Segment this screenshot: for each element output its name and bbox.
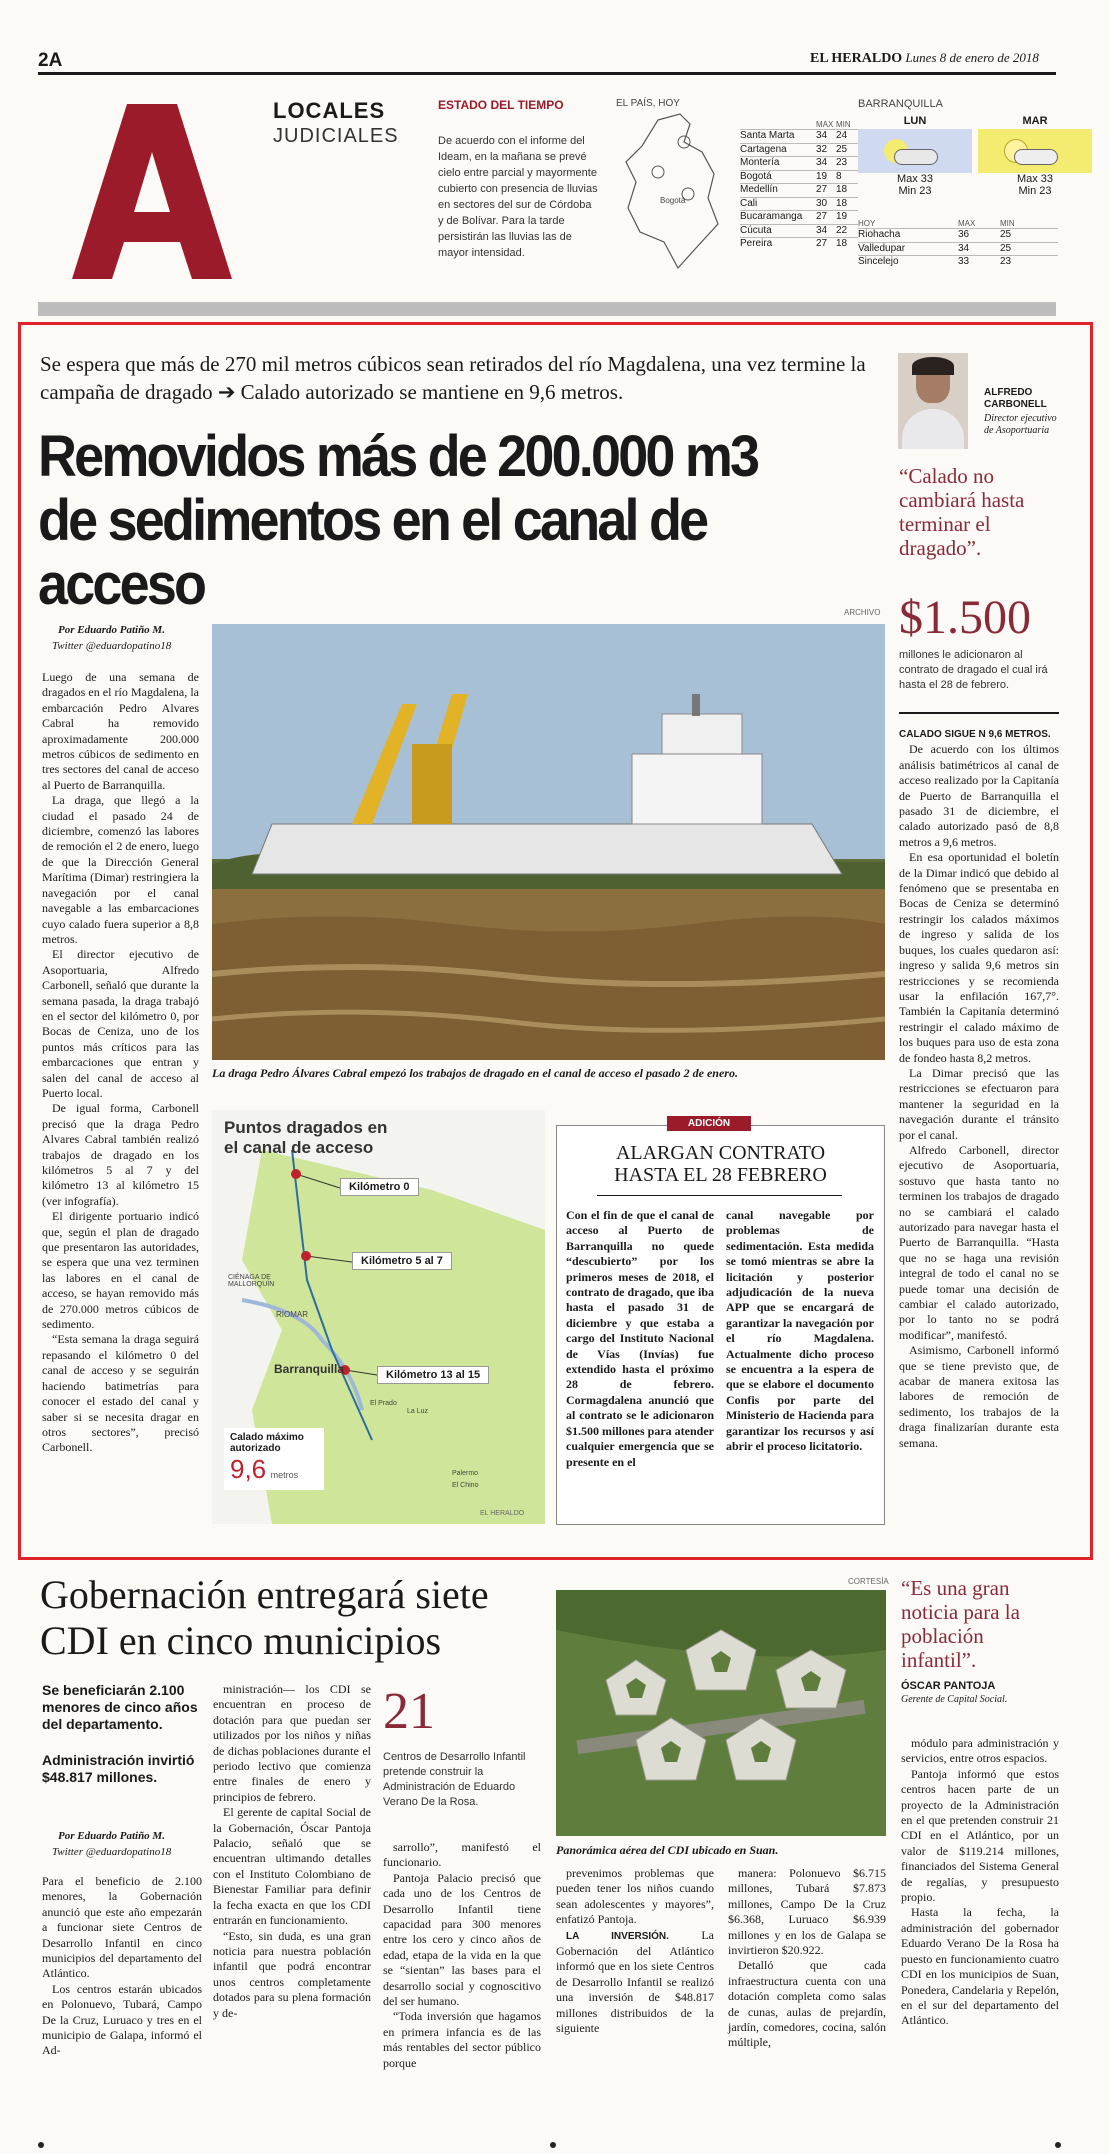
weather-cell-name: Valledupar <box>858 242 906 254</box>
col-max: MAX <box>958 219 976 228</box>
section-title: LOCALES <box>273 98 386 123</box>
cdi-aerial-photo <box>556 1590 886 1836</box>
day-max: Max 33 <box>896 173 934 185</box>
paragraph: ministración— los CDI se encuentran en proceso de dotación para que puedan ser utilizados por los niños y niñas de dichas poblaciones durante el periodo lectivo que comienza entre finales de enero y principios de febrero. <box>213 1682 371 1804</box>
avatar <box>898 353 968 449</box>
day-label: LUN <box>903 115 927 127</box>
registration-mark <box>38 2142 44 2148</box>
photo-credit: CORTESÍA <box>848 1577 889 1586</box>
weather-cell-min: 23 <box>836 157 848 168</box>
label-km13: Kilómetro 13 al 15 <box>377 1366 489 1384</box>
article1-column-1 <box>42 670 199 1456</box>
weather-row <box>740 237 858 251</box>
weather-cell-name: Bucaramanga <box>740 211 803 222</box>
paragraph: sarrollo”, manifestó el funcionario. <box>383 1840 541 1870</box>
article2-column-1 <box>42 1874 202 2059</box>
day-min: Min 23 <box>898 185 932 197</box>
photo-credit: ARCHIVO <box>844 608 881 617</box>
paragraph: El director ejecutivo de Asoportuaria, Alfredo Carbonell, señaló que durante la semana pasada, la draga trabajó en el sector del kilómetro 0, por Bocas de Ceniza, uno de los puntos más críticos para las embarcaciones que entran y salen del canal de acceso al Puerto local. <box>42 947 199 1100</box>
big-number: 21 <box>383 1683 435 1740</box>
article1-right-column <box>899 726 1059 1451</box>
paragraph: Los centros estarán ubicados en Polonuevo, Tubará, Campo De la Cruz, Luruaco y tres en el municipio de Galapa, informó el Ad- <box>42 1981 202 2058</box>
weather-cell-min: 18 <box>836 197 848 209</box>
paragraph: El gerente de capital Social de la Gobernación, Óscar Pantoja Palacio, señaló que se encuentran ultimando detalles con el Instituto Colombiano de Bienestar Familiar para definir la fecha exacta en que los CDI entrarán en funcionamiento. <box>213 1805 371 1928</box>
big-number-text: Centros de Desarrollo Infantil pretende construir la Administración de Eduardo Verano De la Rosa. <box>383 1751 526 1808</box>
paragraph: De igual forma, Carbonell precisó que la draga Pedro Alvares Cabral también realizó trabajos de dragado en los kilómetros 5 al 7 y del kilómetro 13 al kilómetro 15 (ver infografía). <box>42 1101 199 1208</box>
addition-tag: ADICIÓN <box>667 1116 751 1131</box>
weather-row <box>858 255 1058 269</box>
today-label: HOY <box>858 219 876 228</box>
addition-col-2: canal navegable por problemas de sedimentación. Esta medida se tomó mientras se abre la licitación y posterior adjudicación de la nueva APP que se encargará de garantizar la navegación por el río Magdalena. Actualmente dicho proceso se encuentra a la espera de que se elabore el documento Confis por parte del Ministerio de Hacienda para garantizar los recursos y así abrir el proceso licitatorio. <box>726 1208 874 1454</box>
place-label: Barranquilla <box>274 1362 345 1376</box>
figure-value: $1.500 <box>899 591 1031 644</box>
photo-caption: Panorámica aérea del CDI ubicado en Suan. <box>556 1843 779 1857</box>
divider <box>899 712 1059 714</box>
forecast-day <box>858 115 972 197</box>
weather-row <box>858 228 1058 242</box>
partly-cloudy-icon <box>978 129 1092 173</box>
weather-cell-max: 27 <box>816 211 828 222</box>
infographic-credit: EL HERALDO <box>480 1510 525 1517</box>
weather-cell-name: Sincelejo <box>858 256 899 267</box>
person-name <box>984 387 1047 411</box>
forecast-days <box>858 115 1092 197</box>
label-km0: Kilómetro 0 <box>340 1178 419 1196</box>
quote-role: Gerente de Capital Social. <box>901 1694 1008 1705</box>
issue-date: Lunes 8 de enero de 2018 <box>905 50 1039 65</box>
article2-column-5 <box>728 1866 886 2051</box>
day-max: Max 33 <box>1016 173 1054 185</box>
weather-cell-max: 27 <box>816 184 828 195</box>
paragraph: Luego de una semana de dragados en el río Magdalena, la embarcación Pedro Alvares Cabral ha removido aproximadamente 200.000 metros cúbicos de sedimento en tres sectores del canal de acceso al Puerto de Barranquilla. <box>42 670 199 792</box>
article1-kicker: Se espera que más de 270 mil metros cúbicos sean retirados del río Magdalena, una vez termine la campaña de dragado ➔ Calado autorizado se mantiene en 9,6 metros. <box>40 352 866 404</box>
weather-cell-name: Cali <box>740 197 758 209</box>
paragraph: “Esta semana la draga seguirá repasando el kilómetro 0 del canal de acceso y se seguirán haciendo batimetrías para conocer el estado del canal y saber si se necesita dragar en otros sectores”, precisó Carbonell. <box>42 1332 199 1455</box>
infographic-title <box>224 1118 387 1158</box>
paper-name: EL HERALDO <box>810 51 903 66</box>
registration-mark <box>550 2142 556 2148</box>
masthead <box>810 50 1039 67</box>
regional-table <box>858 219 1058 269</box>
paragraph: El dirigente portuario indicó que, según el plan de dragado que presentaron las autoridades, se espera que una vez terminen las labores en el canal de acceso, se hayan removido más de 270.000 metros cúbicos de sedimento. <box>42 1209 199 1332</box>
weather-cell-max: 34 <box>816 130 828 141</box>
weather-cell-name: Montería <box>740 157 780 168</box>
weather-row <box>740 143 858 157</box>
paragraph: Hasta la fecha, la administración del gobernador Eduardo Verano De la Rosa ha puesto en funcionamiento cuatro CDI en los municipios de Suan, Ponedera, Candelaria y Repelón, en el sur del departamento del Atlántico. <box>901 1905 1059 2028</box>
weather-row <box>740 210 858 224</box>
quote-name: ÓSCAR PANTOJA <box>901 1680 996 1692</box>
partly-cloudy-icon <box>858 129 972 173</box>
twitter-handle: Twitter @eduardopatino18 <box>52 640 172 652</box>
label-km5: Kilómetro 5 al 7 <box>352 1252 452 1270</box>
article2-deck-2: Administración invirtió $48.817 millones. <box>42 1752 195 1785</box>
map-capital-label: Bogotá <box>660 196 686 205</box>
right-lead: CALADO SIGUE N 9,6 METROS. <box>899 729 1051 740</box>
paragraph: manera: Polonuevo $6.715 millones, Tubará $7.873 millones, Campo De la Cruz $6.368, Luruaco $6.939 millones y en los de Galapa se invirtieron $20.922. <box>728 1866 886 1958</box>
weather-cell-min: 18 <box>836 184 848 195</box>
addition-title-line: ALARGAN CONTRATO <box>615 1142 826 1164</box>
header-bottom-band <box>38 302 1056 316</box>
country-label: EL PAÍS, HOY <box>616 98 680 109</box>
addition-title-line: HASTA EL 28 FEBRERO <box>614 1164 827 1186</box>
place-label: RIOMAR <box>276 1310 308 1319</box>
weather-cell-max: 34 <box>958 242 970 254</box>
pull-quote: “Calado no cambiará hasta terminar el dragado”. <box>899 464 1025 560</box>
day-min: Min 23 <box>1018 185 1052 197</box>
place-label: Palermo <box>452 1470 479 1477</box>
colombia-map <box>618 112 738 272</box>
divider <box>597 1195 842 1196</box>
calado-label: autorizado <box>230 1443 281 1454</box>
calado-label: Calado máximo <box>230 1432 304 1443</box>
article2-headline: Gobernación entregará siete CDI en cinco municipios <box>40 1572 489 1663</box>
calado-unit: metros <box>270 1470 299 1480</box>
section-subtitle: JUDICIALES <box>273 125 399 147</box>
paragraph: Pantoja Palacio precisó que cada uno de los Centros de Desarrollo Infantil tiene capacidad para 300 menores entre los cero y cinco años de edad, etapa de la vida en la que se “sientan” las bases para el desarrollo social y cognoscitivo del ser humano. <box>383 1870 541 2009</box>
person-role: Director ejecutivo de Asoportuaria <box>984 413 1057 436</box>
weather-row <box>740 129 858 143</box>
pull-quote: “Es una gran noticia para la población infantil”. <box>901 1576 1020 1672</box>
weather-cell-max: 30 <box>816 197 828 209</box>
barranquilla-title: BARRANQUILLA <box>858 98 943 110</box>
paragraph: módulo para administración y servicios, entre otros espacios. <box>901 1736 1059 1766</box>
paragraph-text: La Gobernación del Atlántico informó que en los siete Centros de Desarrollo Infantil se realizó una inversión de $48.817 millones distribuidos de la siguiente <box>556 1927 714 2036</box>
article2-column-4 <box>556 1866 714 2036</box>
weather-cell-min: 24 <box>836 130 848 141</box>
col-min: MIN <box>1000 219 1015 228</box>
weather-row <box>740 156 858 170</box>
weather-cell-name: Riohacha <box>858 229 901 240</box>
byline: Por Eduardo Patiño M. <box>58 624 165 636</box>
weather-cell-name: Cartagena <box>740 143 787 155</box>
paragraph: La draga, que llegó a la ciudad el pasado 24 de diciembre, comenzó las labores de remoción el 2 de enero, luego de que la Dirección General Marítima (Dimar) restringiera la navegación por el canal navegable a las embarcaciones cuyo calado fuera superior a 8,8 metros. <box>42 793 199 946</box>
calado-box <box>224 1428 324 1490</box>
weather-cell-max: 27 <box>816 238 828 249</box>
weather-cell-name: Santa Marta <box>740 130 795 141</box>
weather-cell-max: 32 <box>816 143 828 155</box>
weather-cell-min: 19 <box>836 211 848 222</box>
infographic-title-line: Puntos dragados en <box>224 1118 388 1137</box>
weather-cell-max: 19 <box>816 170 828 182</box>
weather-cell-max: 36 <box>958 229 970 240</box>
weather-cell-min: 22 <box>836 224 848 236</box>
registration-mark <box>1055 2142 1061 2148</box>
person-name-line: ALFREDO <box>984 387 1033 398</box>
weather-cell-max: 33 <box>958 256 970 267</box>
figure-text: millones le adicionaron al contrato de dragado el cual irá hasta el 28 de febrero. <box>899 649 1048 691</box>
article2-column-2 <box>213 1682 371 2021</box>
dredger-photo <box>212 624 885 1060</box>
place-label: El Prado <box>370 1400 397 1407</box>
weather-cell-min: 25 <box>1000 242 1012 254</box>
paragraph <box>556 1928 714 2037</box>
paragraph: De acuerdo con los últimos análisis batimétricos al canal de acceso realizado por la Capitanía de Puerto de Barranquilla el pasado 31 de diciembre, el calado autorizado pasó de 8,8 metros a 9,6 metros. <box>899 742 1059 849</box>
weather-row <box>858 242 1058 256</box>
article2-column-3 <box>383 1840 541 2071</box>
paragraph: prevenimos problemas que pueden tener los niños cuando sean adolescentes y mayores”, enfatizó Pantoja. <box>556 1866 714 1927</box>
weather-row <box>740 170 858 184</box>
paragraph: Pantoja informó que estos centros hacen parte de un proyecto de la Administración en el que pretenden construir 21 CDI en el Atlántico, por un valor de $119.214 millones, financiados del Sistema General de regalías, y presupuesto propio. <box>901 1766 1059 1905</box>
header-rule <box>38 72 1056 75</box>
article2-column-6 <box>901 1736 1059 2029</box>
day-label: MAR <box>1022 115 1048 127</box>
col-max: MAX <box>816 120 834 129</box>
weather-cell-name: Medellín <box>740 184 778 195</box>
addition-col-1: Con el fin de que el canal de acceso al Puerto de Barranquilla no quede “descubierto” por los primeros meses de 2018, el contrato de dragado, que iba hasta el pasado 31 de diciembre y que estaba a cargo del Instituto Nacional de Vías (Invías) fue extendido hasta el próximo 28 de febrero. Cormagdalena anunció que al contrato se le adicionaron $1.500 millones para atender cualquier emergencia que se presente en el <box>566 1208 714 1469</box>
weather-cell-name: Bogotá <box>740 170 772 182</box>
page-number: 2A <box>38 50 63 71</box>
article1-headline: Removidos más de 200.000 m3 de sedimentos en el canal de acceso <box>38 424 758 617</box>
byline: Por Eduardo Patiño M. <box>58 1830 165 1842</box>
paragraph: “Esto, sin duda, es una gran noticia para nuestra población infantil que podrá encontrar unos centros completamente dotados para su plena formación y de- <box>213 1928 371 2020</box>
weather-text: De acuerdo con el informe del Ideam, en la mañana se prevé cielo entre parcial y mayormente cubierto con presencia de lluvias en sectores del sur de Córdoba y de Bolívar. Para la tarde persistirán las lluvias las de mayor intensidad. <box>438 135 598 259</box>
twitter-handle: Twitter @eduardopatino18 <box>52 1846 172 1858</box>
paragraph: Para el beneficio de 2.100 menores, la Gobernación anunció que este año empezarán a funcionar siete Centros de Desarrollo Infantil en cinco municipios del departamento del Atlántico. <box>42 1874 202 1981</box>
article2-deck-1: Se beneficiarán 2.100 menores de cinco años del departamento. <box>42 1682 198 1732</box>
paragraph: En esa oportunidad el boletín de la Dimar indicó que debido al fenómeno que se presentaba en Bocas de Ceniza se determinó restringir los calados máximos de ingreso y salida de los buques, los cuales quedaron así: ingreso y salida 9,6 metros sin restricciones y se recomienda usar la enfilación 167,7°. También la Capitanía determinó restringir el calado máximo de los buques para uso de esta zona de fondeo hasta 8,2 metros. <box>899 850 1059 1065</box>
weather-cell-min: 18 <box>836 238 848 249</box>
section-letter <box>72 104 232 279</box>
weather-cell-min: 25 <box>1000 229 1012 240</box>
paragraph: La Dimar precisó que las restricciones se efectuaron para mantener la seguridad en la navegación durante el tránsito por el canal. <box>899 1065 1059 1142</box>
photo-caption: La draga Pedro Álvares Cabral empezó los trabajos de dragado en el canal de acceso el pasado 2 de enero. <box>212 1066 738 1080</box>
weather-title: ESTADO DEL TIEMPO <box>438 98 564 112</box>
weather-cities-table <box>740 120 858 251</box>
paragraph: “Toda inversión que hagamos en primera infancia es de las más rentables del sector público porque <box>383 2009 541 2070</box>
paragraph: Detalló que cada infraestructura cuenta con una dotación completa como salas de cunas, aulas de prejardín, jardín, comedores, cocina, salón múltiple, <box>728 1958 886 2050</box>
infographic-title-line: el canal de acceso <box>224 1138 374 1157</box>
weather-row <box>740 183 858 197</box>
weather-cell-max: 34 <box>816 224 828 236</box>
weather-cell-min: 23 <box>1000 256 1012 267</box>
weather-row <box>740 224 858 238</box>
weather-cell-min: 25 <box>836 143 848 155</box>
paragraph-lead: LA INVERSIÓN. <box>566 1930 669 1942</box>
col-min: MIN <box>836 120 851 129</box>
person-name-line: CARBONELL <box>984 399 1047 410</box>
place-label: El Chino <box>452 1482 479 1489</box>
place-label: La Luz <box>407 1408 429 1415</box>
place-label: CIÉNAGA DE MALLORQUÍN <box>228 1274 275 1288</box>
addition-title <box>556 1142 885 1186</box>
forecast-day <box>978 115 1092 197</box>
calado-value: 9,6 <box>230 1454 267 1484</box>
weather-cell-min: 8 <box>836 170 842 182</box>
paragraph: Asimismo, Carbonell informó que se tiene previsto que, de acabar de manera exitosa las labores de remoción de sedimento, los trabajos de la draga finalizarían durante esta semana. <box>899 1343 1059 1450</box>
weather-cell-name: Cúcuta <box>740 224 772 236</box>
weather-row <box>740 197 858 211</box>
weather-cell-max: 34 <box>816 157 828 168</box>
paragraph: Alfredo Carbonell, director ejecutivo de Asoportuaria, sostuvo que hasta tanto no terminen los trabajos de dragado no se cambiará el calado autorizado para navegar hasta el Puerto de Barranquilla. “Hasta que no se haga una revisión integral de todo el canal no se puede tomar una decisión de cambiar el calado autorizado, por lo tanto no se podrá modificar”, manifestó. <box>899 1142 1059 1342</box>
infographic <box>212 1110 545 1524</box>
weather-cell-name: Pereira <box>740 238 773 249</box>
